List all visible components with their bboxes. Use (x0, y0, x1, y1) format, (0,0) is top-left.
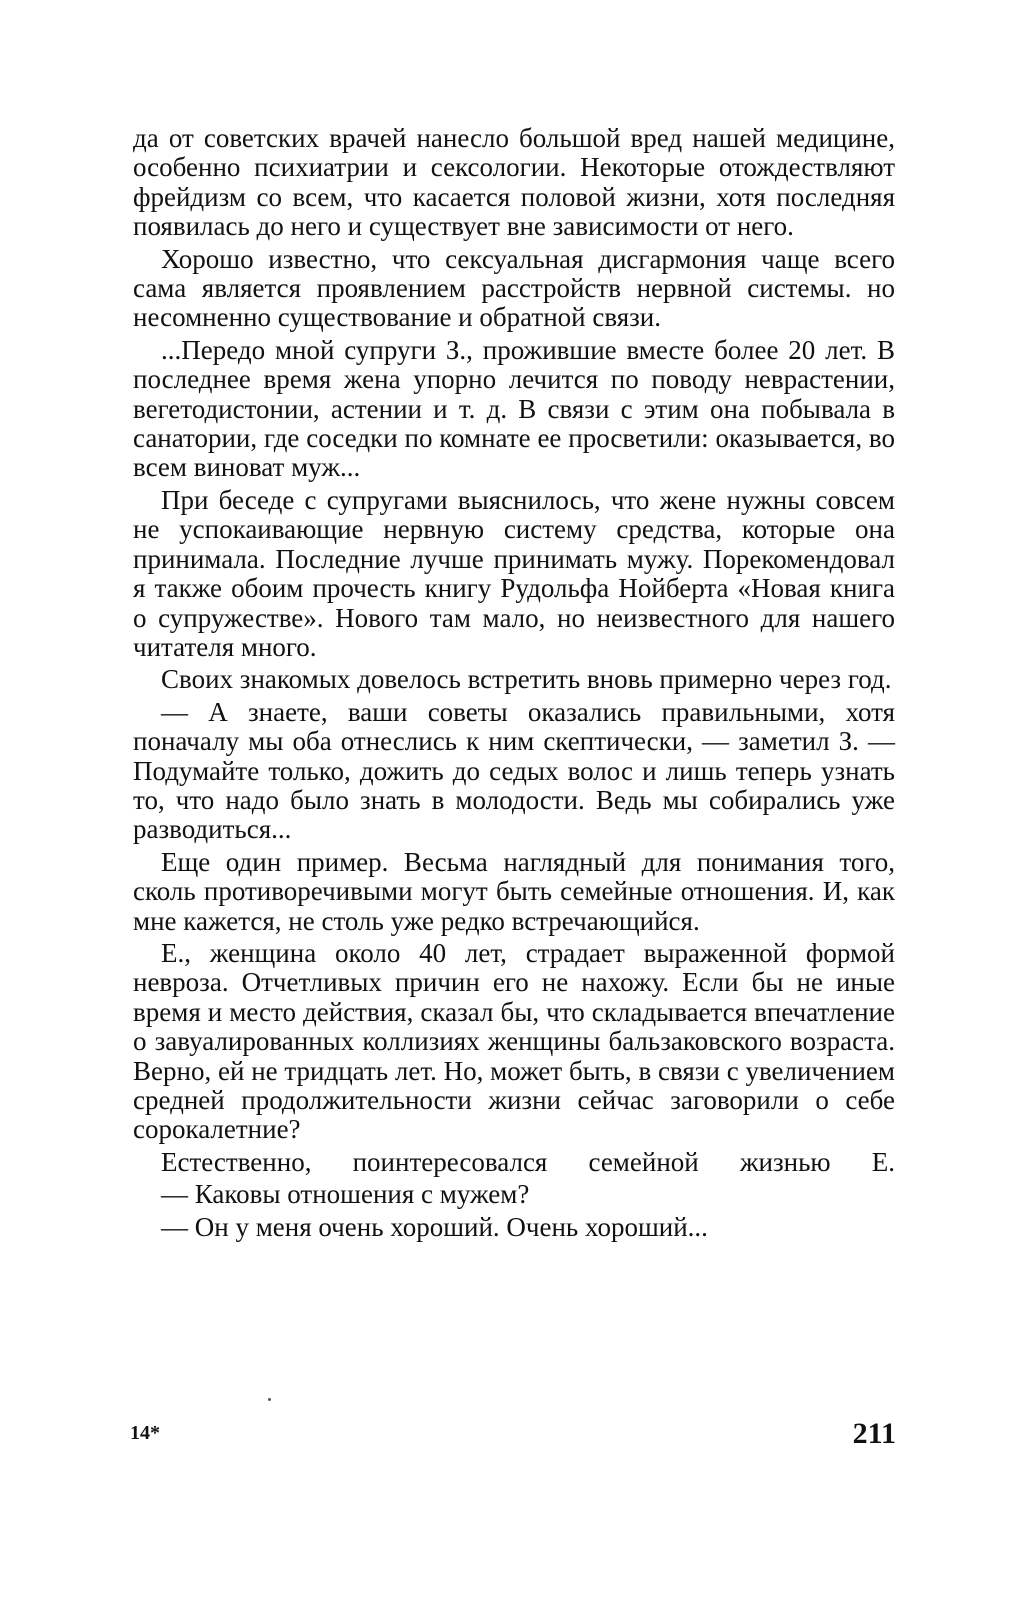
paragraph: При беседе с супругами выяснилось, что жене нужны совсем не успокаивающие нервную систему средства, которые она принимала. Последние лучше принимать мужу. Порекомендовал я также обоим прочесть книгу Рудольфа Нойберта «Новая книга о супружестве». Нового там мало, но неизвестного для нашего читателя много. (133, 484, 895, 662)
paragraph: ...Передо мной супруги З., прожившие вместе более 20 лет. В последнее время жена упорно лечится по поводу неврастении, вегетодистонии, астении и т. д. В связи с этим она побывала в санатории, где соседки по комнате ее просветили: оказывается, во всем виноват муж... (133, 334, 895, 483)
signature-mark: 14* (130, 1422, 160, 1444)
print-speck (268, 1398, 271, 1401)
dialogue-line: — Каковы отношения с мужем? (161, 1179, 530, 1210)
page-number: 211 (852, 1417, 896, 1450)
body-text (133, 124, 895, 1245)
paragraph-continuation: да от советских врачей нанесло большой вред нашей медицине, особенно психиатрии и сексологии. Некоторые отождествляют фрейдизм со всем, что касается половой жизни, хотя последняя появилась до него и существует вне зависимости от него. (133, 123, 895, 242)
paragraph: Своих знакомых довелось встретить вновь примерно через год. (161, 664, 892, 695)
dialogue-line: — Он у меня очень хороший. Очень хороший... (161, 1211, 708, 1242)
dialogue-paragraph: — А знаете, ваши советы оказались правильными, хотя поначалу мы оба отнеслись к ним скептически, — заметил З. — Подумайте только, дожить до седых волос и лишь теперь узнать то, что надо было знать в молодости. Ведь мы собирались уже разводиться... (133, 696, 895, 845)
paragraph: Е., женщина около 40 лет, страдает выраженной формой невроза. Отчетливых причин его не нахожу. Если бы не иные время и место действия, сказал бы, что складывается впечатление о завуалированных коллизиях женщины бальзаковского возраста. Верно, ей не тридцать лет. Но, может быть, в связи с увеличением средней продолжительности жизни сейчас заговорили о себе сорокалетние? (133, 937, 895, 1145)
paragraph: Хорошо известно, что сексуальная дисгармония чаще всего сама является проявлением расстройств нервной системы. но несомненно существование и обратной связи. (133, 243, 895, 333)
paragraph: Еще один пример. Весьма наглядный для понимания того, сколь противоречивыми могут быть семейные отношения. И, как мне кажется, не столь уже редко встречающийся. (133, 846, 895, 936)
paragraph: Естественно, поинтересовался семейной жизнью Е. (161, 1146, 895, 1177)
